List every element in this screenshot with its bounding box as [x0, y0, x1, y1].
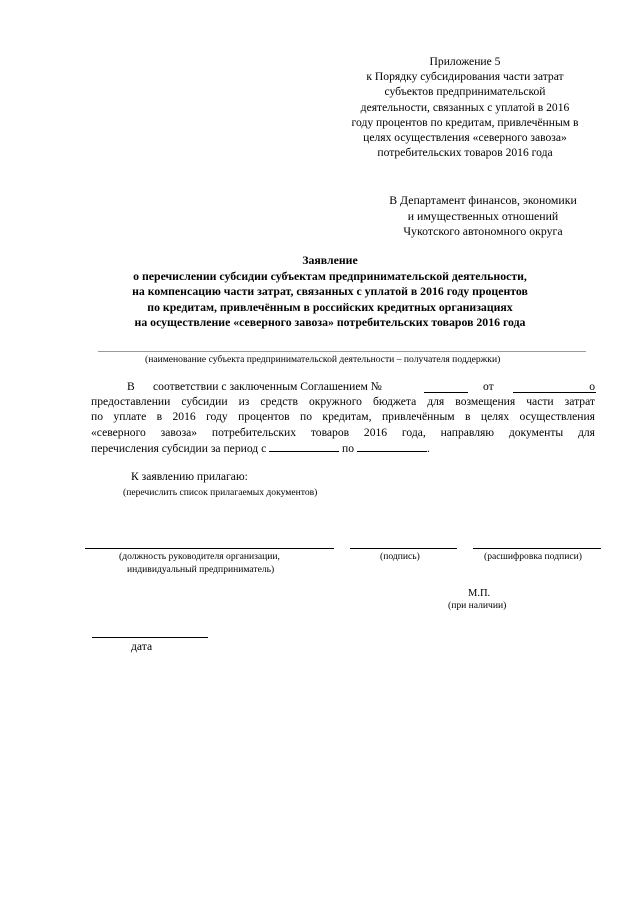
period-end-dot: .	[426, 441, 430, 455]
body-line-5	[91, 440, 595, 455]
attachments-note: (перечислить список прилагаемых документов)	[123, 487, 318, 498]
body-line-1	[91, 379, 595, 394]
body-from-text: от	[483, 380, 494, 393]
body-line-2: предоставлении субсидии из средств окружного бюджета для возмещения части затрат	[91, 395, 595, 409]
position-field[interactable]	[85, 548, 334, 549]
date-field[interactable]	[92, 637, 208, 638]
position-caption: (должность руководителя организации,	[119, 551, 280, 562]
addressee-line: и имущественных отношений	[407, 208, 559, 223]
appendix-line: к Порядку субсидирования части затрат	[366, 70, 564, 84]
position-caption-2: индивидуальный предприниматель)	[127, 564, 275, 575]
appendix-line: Приложение 5	[429, 55, 501, 68]
period-text: перечисления субсидии за период с	[91, 441, 267, 455]
agreement-date-field[interactable]	[513, 381, 596, 393]
appendix-line: потребительских товаров 2016 года	[377, 146, 553, 160]
title-line: на компенсацию части затрат, связанных с уплатой в 2016 году процентов	[132, 284, 528, 299]
entity-name-field[interactable]	[98, 351, 586, 352]
seal-note: (при наличии)	[448, 600, 507, 611]
appendix-line: деятельности, связанных с уплатой в 2016	[360, 100, 570, 114]
body-suffix: о	[589, 380, 595, 393]
period-end-field[interactable]	[357, 440, 427, 452]
attachments-label: К заявлению прилагаю:	[131, 470, 248, 483]
appendix-header	[330, 54, 600, 160]
signature-decoding-field[interactable]	[473, 548, 601, 549]
document-title	[70, 253, 590, 331]
title-line: о перечислении субсидии субъектам предпринимательской деятельности,	[133, 268, 527, 283]
body-line-4: «северного завоза» потребительских товаров 2016 года, направляю документы для	[91, 425, 595, 439]
body-line-3: по уплате в 2016 году процентов по кредитам, привлечённым в целях осуществления	[91, 410, 595, 424]
date-label: дата	[131, 640, 153, 653]
appendix-line: году процентов по кредитам, привлечённым в	[351, 115, 579, 129]
agreement-number-field[interactable]	[424, 381, 468, 393]
appendix-line: субъектов предпринимательской	[384, 85, 546, 99]
addressee-block	[360, 193, 606, 240]
signature-caption: (подпись)	[380, 551, 420, 562]
title-line: по кредитам, привлечённым в российских кредитных организациях	[147, 299, 513, 314]
title-line: на осуществление «северного завоза» потребительских товаров 2016 года	[134, 315, 526, 330]
entity-name-caption: (наименование субъекта предпринимательской деятельности – получателя поддержки)	[145, 354, 501, 365]
addressee-line: Чукотского автономного округа	[403, 224, 563, 239]
title-heading: Заявление	[302, 253, 358, 267]
period-start-field[interactable]	[269, 440, 339, 452]
period-to-text: по	[342, 441, 355, 455]
body-prefix: В	[127, 380, 135, 393]
statement-body	[91, 379, 595, 455]
body-agreement-text: соответствии с заключенным Соглашением №	[153, 380, 382, 393]
appendix-line: целях осуществления «северного завоза»	[363, 131, 567, 145]
seal-label: М.П.	[468, 588, 491, 599]
decoding-caption: (расшифровка подписи)	[484, 551, 582, 562]
signature-field[interactable]	[350, 548, 457, 549]
addressee-line: В Департамент финансов, экономики	[389, 193, 577, 207]
